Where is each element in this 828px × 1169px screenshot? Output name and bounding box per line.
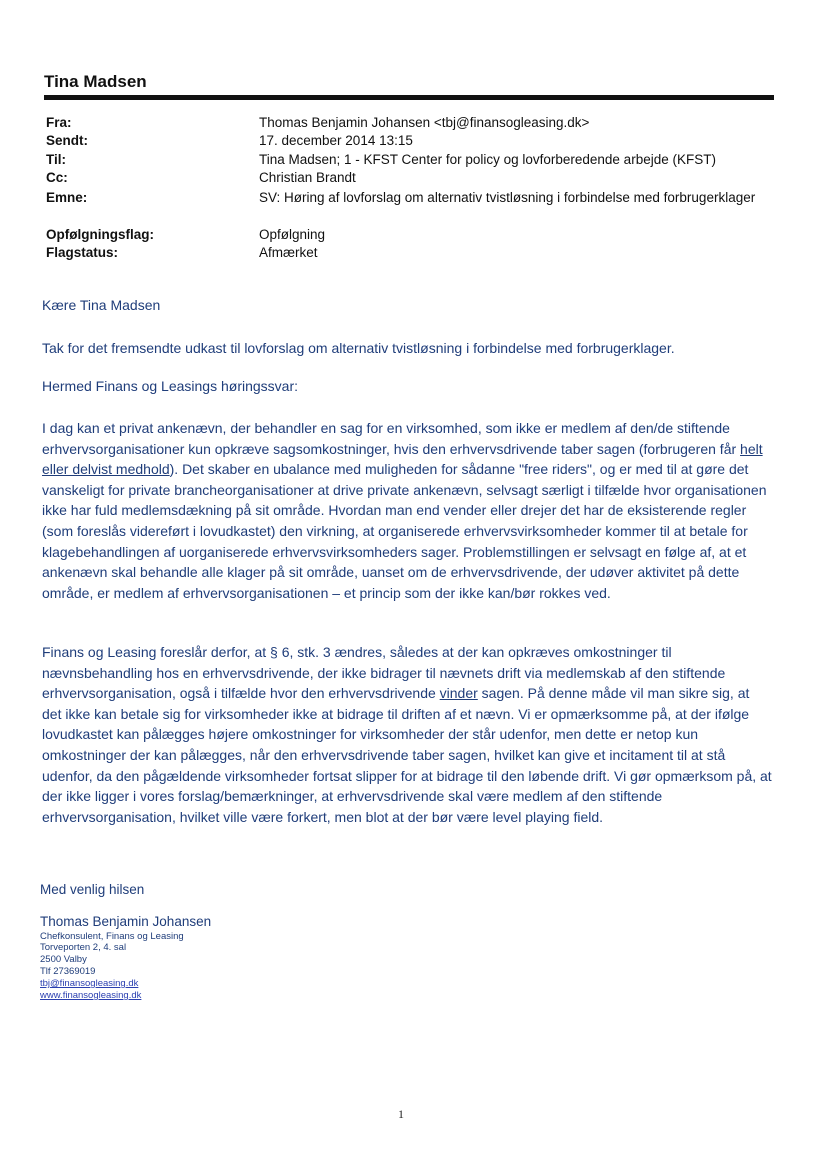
cc-value: Christian Brandt <box>259 170 356 185</box>
paragraph-response-lead: Hermed Finans og Leasings høringssvar: <box>42 378 299 394</box>
greeting: Kære Tina Madsen <box>42 297 161 313</box>
flag-status-value: Afmærket <box>259 245 318 260</box>
sent-value: 17. december 2014 13:15 <box>259 133 413 148</box>
signature-closing: Med venlig hilsen <box>40 882 145 897</box>
paragraph-problem-text-2: ). Det skaber en ubalance med muligheden for sådanne "free riders", og er med til at gøre det vanskeligt for private brancheorganisationer at drive private ankenævn, selvsagt særligt i tilfælde hvor organisationen ikke har fuld medlemsdækning på sit område. Hvordan man end vender eller drejer det har de eksisterende regler (som foreslås videreført i lovudkastet) den virkning, at organiserede erhvervsvirksomheder kommer til at betale for klagebehandlingen af uorganiserede erhvervsvirksomheders sager. Problemstillingen er selvsagt en følge af, at et ankenævn skal behandle alle klager på sit område, uanset om de erhvervsdrivende, der udøver aktivitet på dette område, er medlem af erhvervsorganisationen – et princip som der ikke kan/bør rokkes ved. <box>42 461 767 601</box>
followup-flag-label: Opfølgningsflag: <box>46 227 154 242</box>
subject-value: SV: Høring af lovforslag om alternativ tvistløsning i forbindelse med forbrugerklager <box>259 190 756 205</box>
paragraph-proposal-text-1: Finans og Leasing foreslår derfor, at § 6, stk. 3 ændres, således at der kan opkræves omkostninger til nævnsbehandling hos en erhvervsdrivende, der ikke bidrager til nævnets drift via medlemskab af den stiftende erhvervsorganisation, også i tilfælde hvor den erhvervsdrivende <box>42 644 726 702</box>
signature-phone: Tlf 27369019 <box>40 966 96 977</box>
to-value: Tina Madsen; 1 - KFST Center for policy og lovforberedende arbejde (KFST) <box>259 152 716 167</box>
signature-web-link[interactable]: www.finansogleasing.dk <box>40 990 142 1001</box>
signature-title: Chefkonsulent, Finans og Leasing <box>40 931 184 942</box>
page-number: 1 <box>398 1107 404 1121</box>
document-owner-name: Tina Madsen <box>44 72 147 91</box>
from-label: Fra: <box>46 115 72 130</box>
sent-label: Sendt: <box>46 133 88 148</box>
header-rule <box>44 95 774 100</box>
subject-label: Emne: <box>46 190 88 205</box>
flag-status-label: Flagstatus: <box>46 245 119 260</box>
paragraph-proposal <box>42 642 772 827</box>
signature-city: 2500 Valby <box>40 954 87 965</box>
signature-name: Thomas Benjamin Johansen <box>40 914 212 929</box>
paragraph-problem <box>42 418 772 603</box>
signature-email-link[interactable]: tbj@finansogleasing.dk <box>40 978 139 989</box>
signature-street: Torveporten 2, 4. sal <box>40 942 127 953</box>
cc-label: Cc: <box>46 170 68 185</box>
paragraph-problem-text-1: I dag kan et privat ankenævn, der behandler en sag for en virksomhed, som ikke er medlem af den/de stiftende erhvervsorganisationer kun opkræve sagsomkostninger, hvis den erhvervsdrivende taber sagen (forbrugeren får <box>42 420 741 457</box>
to-label: Til: <box>46 152 66 167</box>
paragraph-proposal-text-2: sagen. På denne måde vil man sikre sig, at det ikke kan betale sig for virksomheder ikke at bidrage til driften af et nævn. Vi er opmærksomme på, at der ifølge lovudkastet kan pålægges højere omkostninger for virksomheder der står udenfor, men dette er netop kun omkostninger der kan pålægges, når den erhvervsdrivende taber sagen, hvilket kan give et incitament til at stå udenfor, da den pågældende virksomheder fortsat slipper for at bidrage til den løbende drift. Vi gør opmærksom på, at der ikke ligger i vores forslag/bemærkninger, at erhvervsdrivende skal være medlem af den stiftende erhvervsorganisation, hvilket ville være forkert, men blot at der bør være level playing field. <box>42 685 772 825</box>
underlined-word-vinder: vinder <box>439 685 478 702</box>
followup-flag-value: Opfølgning <box>259 227 326 242</box>
from-value: Thomas Benjamin Johansen <tbj@finansogleasing.dk> <box>259 115 590 130</box>
paragraph-intro: Tak for det fremsendte udkast til lovforslag om alternativ tvistløsning i forbindelse med forbrugerklager. <box>42 340 675 356</box>
underlined-phrase-medhold: helt eller delvist medhold <box>42 440 763 478</box>
